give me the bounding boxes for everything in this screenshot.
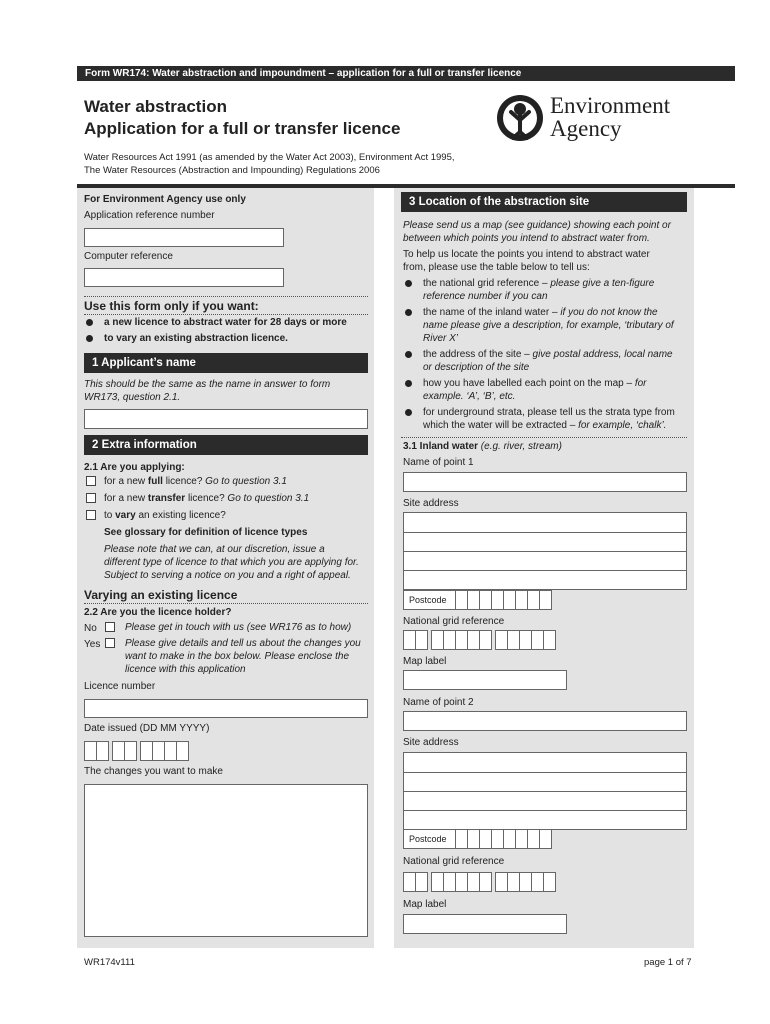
- postcode2-label: Postcode: [403, 829, 456, 849]
- licence-number-field[interactable]: [84, 699, 368, 718]
- divider: [401, 437, 687, 438]
- map-label2-label: Map label: [403, 899, 447, 910]
- form-code: WR174v111: [84, 957, 135, 968]
- full-licence-checkbox[interactable]: [86, 476, 96, 486]
- map-note-2: between which points you intend to abstract water from.: [403, 233, 650, 244]
- postcode-field[interactable]: [455, 590, 551, 610]
- title-line-1: Water abstraction: [84, 97, 227, 116]
- section-1-header: 1 Applicant’s name: [84, 353, 368, 373]
- map-label2-field[interactable]: [403, 914, 567, 934]
- point1-label: Name of point 1: [403, 457, 474, 468]
- opt-transfer-label: for a new transfer licence? Go to question 3.1: [104, 493, 310, 504]
- s1-note-1: This should be the same as the name in answer to form: [84, 379, 331, 390]
- site-address-label: Site address: [403, 498, 459, 509]
- opt-vary-label: to vary an existing licence?: [104, 510, 226, 521]
- b5: for underground strata, please tell us the strata type from: [423, 407, 675, 418]
- ngr-label: National grid reference: [403, 616, 505, 627]
- postcode-label: Postcode: [403, 590, 456, 610]
- licence-number-label: Licence number: [84, 681, 156, 692]
- bullet-icon: [405, 309, 412, 316]
- comp-ref-label: Computer reference: [84, 251, 173, 262]
- glossary-note: See glossary for definition of licence types: [104, 527, 308, 538]
- page-title: [84, 96, 400, 140]
- discretion-2: different type of licence to that which you are applying for.: [104, 557, 359, 568]
- b2-2: name please give a description, for example, ‘tributary of: [423, 320, 674, 331]
- site-address2-field[interactable]: [403, 752, 687, 830]
- date-issued-field[interactable]: [84, 741, 188, 761]
- bullet-icon: [86, 335, 93, 342]
- b2-3: River X’: [423, 333, 459, 344]
- q21-label: 2.1 Are you applying:: [84, 462, 185, 473]
- point2-label: Name of point 2: [403, 697, 474, 708]
- yes-text-1: Please give details and tell us about the changes you: [125, 638, 361, 649]
- bullet-icon: [405, 380, 412, 387]
- use-bullet-1: a new licence to abstract water for 28 days or more: [104, 317, 347, 328]
- b1-2: reference number if you can: [423, 291, 548, 302]
- use-bullet-2: to vary an existing abstraction licence.: [104, 333, 288, 344]
- section-2-header: 2 Extra information: [84, 435, 368, 455]
- changes-label: The changes you want to make: [84, 766, 223, 777]
- transfer-licence-checkbox[interactable]: [86, 493, 96, 503]
- no-label: No: [84, 623, 97, 634]
- q22-label: 2.2 Are you the licence holder?: [84, 607, 232, 618]
- b3-2: or description of the site: [423, 362, 530, 373]
- changes-textarea[interactable]: [84, 784, 368, 937]
- b4: how you have labelled each point on the map – for: [423, 378, 647, 389]
- title-line-2: Application for a full or transfer licence: [84, 119, 401, 138]
- yes-text-2: want to make in the box below. Please enclose the: [125, 651, 350, 662]
- applicant-name-field[interactable]: [84, 409, 368, 429]
- legislation-text: [84, 151, 455, 177]
- divider: [84, 296, 368, 297]
- map-note-1: Please send us a map (see guidance) showing each point or: [403, 220, 671, 231]
- app-ref-field[interactable]: [84, 228, 284, 247]
- form-title-bar: Form WR174: Water abstraction and impoundment – application for a full or transfer licence: [77, 66, 735, 81]
- b4-2: example. ‘A’, ‘B’, etc.: [423, 391, 516, 402]
- divider: [84, 603, 368, 604]
- point2-name-field[interactable]: [403, 711, 687, 731]
- ea-use-heading: For Environment Agency use only: [84, 194, 246, 205]
- comp-ref-field[interactable]: [84, 268, 284, 287]
- bullet-icon: [86, 319, 93, 326]
- point1-name-field[interactable]: [403, 472, 687, 492]
- discretion-1: Please note that we can, at our discretion, issue a: [104, 544, 325, 555]
- s1-note-2: WR173, question 2.1.: [84, 392, 181, 403]
- bullet-icon: [405, 409, 412, 416]
- tree-person-icon: [494, 92, 546, 144]
- not-holder-checkbox[interactable]: [105, 622, 115, 632]
- site-address2-label: Site address: [403, 737, 459, 748]
- use-form-heading: Use this form only if you want:: [84, 299, 259, 313]
- site-address-field[interactable]: [403, 512, 687, 590]
- yes-text-3: licence with this application: [125, 664, 246, 675]
- acts-line-1: Water Resources Act 1991 (as amended by the Water Act 2003), Environment Act 1995,: [84, 152, 455, 163]
- ngr-field[interactable]: [403, 630, 555, 650]
- page-number: page 1 of 7: [644, 957, 692, 968]
- opt-full-label: for a new full licence? Go to question 3.1: [104, 476, 287, 487]
- vary-licence-checkbox[interactable]: [86, 510, 96, 520]
- varying-heading: Varying an existing licence: [84, 588, 238, 602]
- is-holder-checkbox[interactable]: [105, 638, 115, 648]
- divider: [84, 314, 368, 315]
- b2: the name of the inland water – if you do not know the: [423, 307, 658, 318]
- logo-wordmark: [550, 94, 670, 140]
- ngr2-label: National grid reference: [403, 856, 505, 867]
- logo-word-environment: Environment: [550, 93, 671, 118]
- no-text: Please get in touch with us (see WR176 as to how): [125, 622, 352, 633]
- help-2: from, please use the table below to tell us:: [403, 262, 590, 273]
- q31-label: 3.1 Inland water (e.g. river, stream): [403, 441, 562, 452]
- postcode2-field[interactable]: [455, 829, 551, 849]
- b5-2: which the water will be extracted – for example, ‘chalk’.: [423, 420, 667, 431]
- yes-label: Yes: [84, 639, 101, 650]
- help-1: To help us locate the points you intend to abstract water: [403, 249, 650, 260]
- bullet-icon: [405, 351, 412, 358]
- app-ref-label: Application reference number: [84, 210, 215, 221]
- logo-word-agency: Agency: [550, 116, 622, 141]
- bullet-icon: [405, 280, 412, 287]
- acts-line-2: The Water Resources (Abstraction and Impounding) Regulations 2006: [84, 165, 380, 176]
- discretion-3: Subject to serving a notice on you and a right of appeal.: [104, 570, 351, 581]
- b1: the national grid reference – please give a ten-figure: [423, 278, 655, 289]
- b3: the address of the site – give postal address, local name: [423, 349, 673, 360]
- ngr2-field[interactable]: [403, 872, 555, 892]
- map-label-field[interactable]: [403, 670, 567, 690]
- section-3-header: 3 Location of the abstraction site: [401, 192, 687, 212]
- date-issued-label: Date issued (DD MM YYYY): [84, 723, 210, 734]
- map-label-label: Map label: [403, 656, 447, 667]
